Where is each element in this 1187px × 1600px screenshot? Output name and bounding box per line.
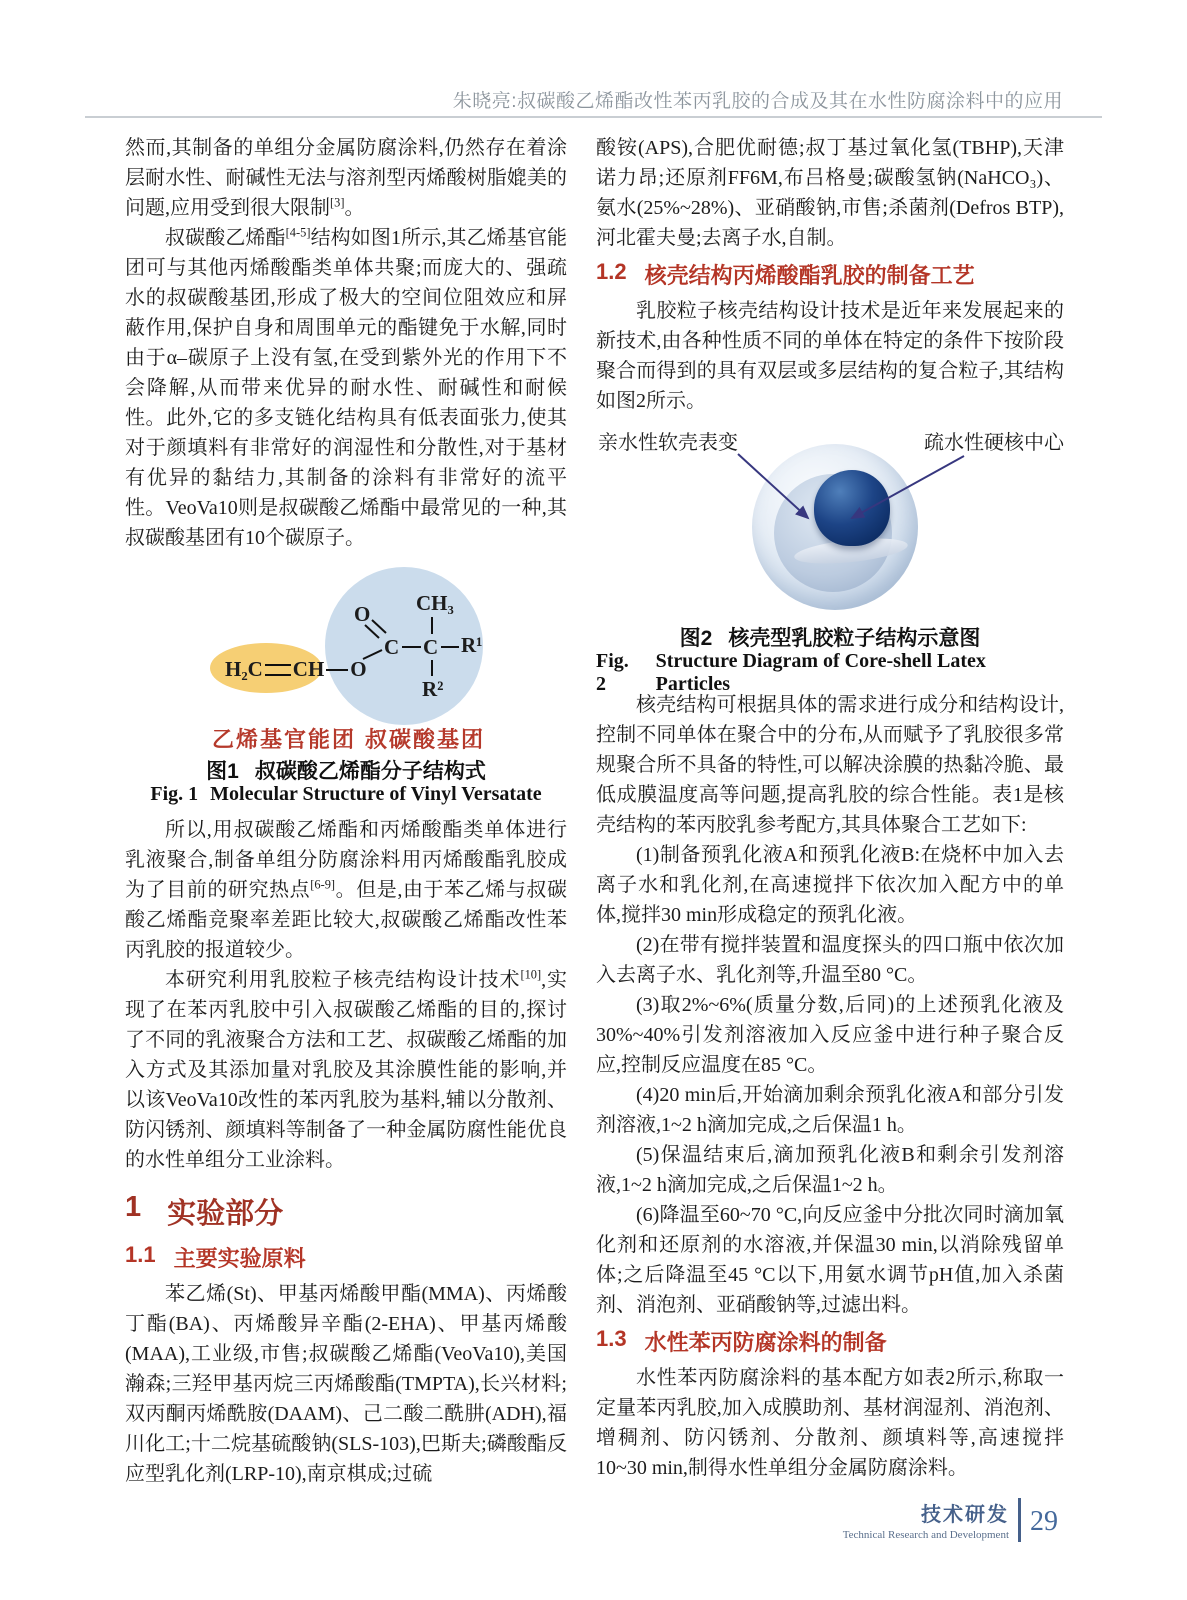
- atom-r1: R¹: [461, 633, 483, 657]
- atom-ch3: CH₃: [416, 591, 454, 615]
- figure-1-caption-cn: 图1 叔碳酸乙烯酯分子结构式: [206, 760, 486, 783]
- paragraph-coating: 水性苯丙防腐涂料的基本配方如表2所示,称取一定量苯丙乳胶,加入成膜助剂、基材润湿剂、消泡剂、增稠剂、防闪锈剂、分散剂、颜填料等,高速搅拌10~30 min,制得水性单组分金属防腐涂料。: [596, 1367, 1064, 1479]
- figure-2-caption-cn: 图2 核壳型乳胶粒子结构示意图: [679, 627, 981, 650]
- atom-carbonyl-o: O: [354, 602, 371, 626]
- paragraph-materials: 苯乙烯(St)、甲基丙烯酸甲酯(MMA)、丙烯酸丁酯(BA)、丙烯酸异辛酯(2-EHA)、甲基丙烯酸(MAA),工业级,市售;叔碳酸乙烯酯(VeoVa10),美国瀚森;三羟甲基丙烷三丙烯酸酯(TMPTA),长兴材料;双丙酮丙烯酰胺(DAAM)、己二酸二酰肼(ADH),福川化工;十二烷基硫酸钠(SLS-103),巴斯夫;磷酸酯反应型乳化剂(LRP-10),南京棋成;过硫: [125, 1283, 567, 1485]
- header-rule: [85, 116, 1102, 118]
- core-label: 疏水性硬核中心: [924, 432, 1064, 454]
- step-2: (2)在带有搅拌装置和温度探头的四口瓶中依次加入去离子水、乳化剂等,升温至80 °C。: [596, 934, 1064, 986]
- figure-1-molecular-structure: [125, 561, 567, 813]
- figure-2-coreshell-particle: [596, 420, 1064, 695]
- paragraph-coreshell-design: 核壳结构可根据具体的需求进行成分和结构设计,控制不同单体在聚合中的分布,从而赋予了乳胶很多常规聚合所不具备的特性,可以解决涂膜的热黏冷脆、最低成膜温度高等问题,提高乳胶的综合性能。表1是核壳结构的苯丙胶乳参考配方,其具体聚合工艺如下:: [596, 694, 1064, 836]
- footer-section-label: 技术研发 Technical Research and Development: [842, 1504, 1009, 1541]
- atom-center-c: C: [423, 635, 439, 659]
- page-footer: [830, 1498, 1058, 1542]
- left-column: [125, 133, 567, 1489]
- paragraph-veova: 叔碳酸乙烯酯[4-5]结构如图1所示,其乙烯基官能团可与其他丙烯酸酯类单体共聚;而庞大的、强疏水的叔碳酸基团,形成了极大的空间位阻效应和屏蔽作用,保护自身和周围单元的酯键免于水解,同时由于α–碳原子上没有氢,在受到紫外光的作用下不会降解,从而带来优异的耐水性、耐碱性和耐候性。此外,它的多支链化结构具有低表面张力,使其对于颜填料有非常好的润湿性和分散性,对于基材有优异的黏结力,其制备的涂料有非常好的流平性。VeoVa10则是叔碳酸乙烯酯中最常见的一种,其叔碳酸基团有10个碳原子。: [125, 225, 568, 549]
- section-1-2-heading: 1.2 核壳结构丙烯酸酯乳胶的制备工艺: [596, 259, 975, 288]
- vinyl-chain-formula: [225, 657, 367, 682]
- atom-h2c: H₂C: [225, 657, 263, 681]
- section-1-3-heading: 1.3 水性苯丙防腐涂料的制备: [596, 1326, 887, 1355]
- annotation-arrows: [596, 420, 1064, 620]
- single-bond: [326, 669, 348, 671]
- paragraph-materials-cont: 酸铵(APS),合肥优耐德;叔丁基过氧化氢(TBHP),天津诺力昂;还原剂FF6M,布吕格曼;碳酸氢钠(NaHCO₃)、氨水(25%~28%)、亚硝酸钠,市售;杀菌剂(Defros BTP),河北霍夫曼;去离子水,自制。: [596, 137, 1064, 249]
- atom-ester-o: O: [350, 657, 367, 681]
- versatate-group-label: 叔碳酸基团: [364, 727, 485, 752]
- running-head-title: 朱晓亮:叔碳酸乙烯酯改性苯丙乳胶的合成及其在水性防腐涂料中的应用: [452, 91, 1063, 112]
- right-column: [596, 133, 1064, 1483]
- section-1-heading: 1 实验部分: [125, 1191, 284, 1230]
- page-number: 29: [1030, 1506, 1058, 1537]
- step-4: (4)20 min后,开始滴加剩余预乳化液A和部分引发剂溶液,1~2 h滴加完成,之后保温1 h。: [596, 1084, 1064, 1136]
- shell-label: 亲水性软壳表变: [598, 432, 738, 454]
- step-6: (6)降温至60~70 °C,向反应釜中分批次同时滴加氧化剂和还原剂的水溶液,并保温30 min,以消除残留单体;之后降温至45 °C以下,用氨水调节pH值,加入杀菌剂、消泡剂、亚硝酸钠等,过滤出料。: [596, 1204, 1064, 1316]
- vinyl-group-label: 乙烯基官能团: [211, 727, 356, 752]
- figure-2-caption-en: Fig. 2 Structure Diagram of Core-shell Latex Particles: [596, 650, 986, 695]
- step-3: (3)取2%~6%(质量分数,后同)的上述预乳化液及30%~40%引发剂溶液加入反应釜中进行种子聚合反应,控制反应温度在85 °C。: [596, 994, 1064, 1076]
- atom-carbonyl-c: C: [384, 635, 400, 659]
- step-5: (5)保温结束后,滴加预乳化液B和剩余引发剂溶液,1~2 h滴加完成,之后保温1~2 h。: [596, 1144, 1064, 1196]
- double-bond: [265, 664, 291, 676]
- paragraph-so: 所以,用叔碳酸乙烯酯和丙烯酸酯类单体进行乳液聚合,制备单组分防腐涂料用丙烯酸酯乳胶成为了目前的研究热点[6-9]。但是,由于苯乙烯与叔碳酸乙烯酯竞聚率差距比较大,叔碳酸乙烯酯改性苯丙乳胶的报道较少。: [125, 819, 568, 961]
- step-1: (1)制备预乳化液A和预乳化液B:在烧杯中加入去离子水和乳化剂,在高速搅拌下依次加入配方中的单体,搅拌30 min形成稳定的预乳化液。: [596, 844, 1064, 926]
- footer-divider-bar: [1018, 1498, 1021, 1542]
- section-1-1-heading: 1.1 主要实验原料: [125, 1242, 306, 1271]
- atom-r2: R²: [422, 677, 444, 701]
- figure-1-caption-en: Fig. 1 Molecular Structure of Vinyl Versatate: [150, 783, 542, 805]
- atom-ch: CH: [292, 657, 325, 681]
- paragraph-coreshell-intro: 乳胶粒子核壳结构设计技术是近年来发展起来的新技术,由各种性质不同的单体在特定的条件下按阶段聚合而得到的具有双层或多层结构的复合粒子,其结构如图2所示。: [596, 300, 1064, 412]
- paragraph-intro: 然而,其制备的单组分金属防腐涂料,仍然存在着涂层耐水性、耐碱性无法与溶剂型丙烯酸树脂媲美的问题,应用受到很大限制[3]。: [125, 137, 567, 219]
- paragraph-study: 本研究利用乳胶粒子核壳结构设计技术[10],实现了在苯丙乳胶中引入叔碳酸乙烯酯的目的,探讨了不同的乳液聚合方法和工艺、叔碳酸乙烯酯的加入方式及其添加量对乳胶及其涂膜性能的影响,并以该VeoVa10改性的苯丙乳胶为基料,辅以分散剂、防闪锈剂、颜填料等制备了一种金属防腐性能优良的水性单组分工业涂料。: [125, 967, 568, 1171]
